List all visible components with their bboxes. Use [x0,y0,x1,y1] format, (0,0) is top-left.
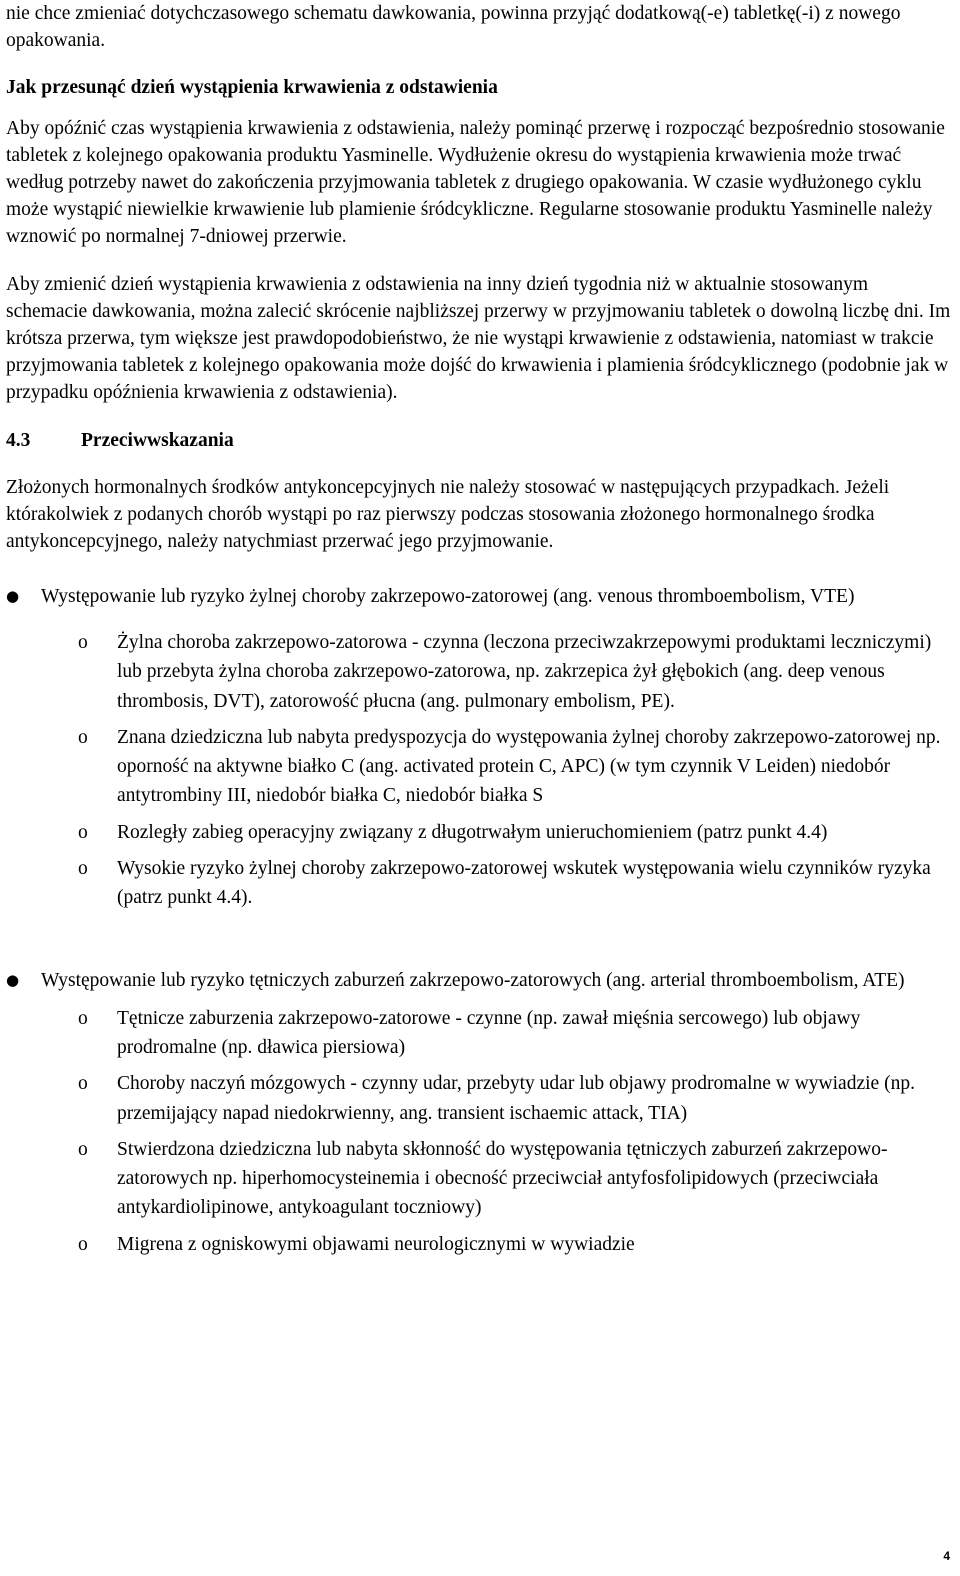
sub-bullet-icon: o [78,632,88,653]
sub-item-text: Rozległy zabieg operacyjny związany z długotrwałym unieruchomieniem (patrz punkt 4.4) [117,821,828,843]
page-number: 4 [943,1549,950,1563]
sub-bullet-icon: o [78,726,88,748]
bullet-text: Występowanie lub ryzyko tętniczych zaburzeń zakrzepowo-zatorowych (ang. arterial thromboembolism, ATE) [41,969,905,991]
paragraph-change-day: Aby zmienić dzień wystąpienia krwawienia z odstawienia na inny dzień tygodnia niż w aktualnie stosowanym schemacie dawkowania, można zalecić skrócenie najbliższej przerwy w przyjmowaniu tabletek o dowolną liczbę dni. Im krótsza przerwa, tym większe jest prawdopodobieństwo, że nie wystąpi krwawienie z odstawienia, natomiast w trakcie przyjmowania tabletek z kolejnego opakowania może dojść do krwawienia i plamienia śródcyklicznego (podobnie jak w przypadku opóźnienia krwawienia z odstawienia). [6,274,951,403]
sub-bullet-icon: o [78,1007,88,1029]
sub-bullet-icon: o [78,1138,88,1160]
heading-bleed-shift: Jak przesunąć dzień wystąpienia krwawienia z odstawienia [6,77,498,98]
bullet-icon: ● [6,587,20,605]
sub-item-text: Wysokie ryzyko żylnej choroby zakrzepowo-zatorowej wskutek występowania wielu czynników ryzyka (patrz punkt 4.4). [117,858,931,909]
sub-item-text: Migrena z ogniskowymi objawami neurologicznymi w wywiadzie [117,1233,635,1255]
sub-bullet-icon: o [78,1233,88,1255]
sub-item [41,1004,951,1063]
sub-item-text: Znana dziedziczna lub nabyta predyspozycja do występowania żylnej choroby zakrzepowo-zatorowej np. oporność na aktywne białko C (ang. activated protein C, APC) (w tym czynnik V Leiden) niedobór antytrombiny III, niedobór białka C, niedobór białka S [117,726,941,807]
section-title: Przeciwwskazania [81,430,234,451]
paragraph-contraindications: Złożonych hormonalnych środków antykoncepcyjnych nie należy stosować w następujących przypadkach. Jeżeli którakolwiek z podanych chorób wystąpi po raz pierwszy podczas stosowania złożonego hormonalnego środka antykoncepcyjnego, należy natychmiast przerwać jego przyjmowanie. [6,477,890,552]
section-number: 4.3 [6,430,31,451]
sub-item [41,1135,951,1223]
sub-bullet-icon: o [78,821,88,843]
sub-item-text: Choroby naczyń mózgowych - czynny udar, przebyty udar lub objawy prodromalne w wywiadzie (np. przemijający napad niedokrwienny, ang. transient ischaemic attack, TIA) [117,1073,915,1124]
paragraph-delay-bleeding: Aby opóźnić czas wystąpienia krwawienia z odstawienia, należy pominąć przerwę i rozpocząć bezpośrednio stosowanie tabletek z kolejnego opakowania produktu Yasminelle. Wydłużenie okresu do wystąpienia krwawienia może trwać według potrzeby nawet do zakończenia przyjmowania tabletek z drugiego opakowania. W czasie wydłużonego cyklu może wystąpić niewielkie krwawienie lub plamienie śródcykliczne. Regularne stosowanie produktu Yasminelle należy wznowić po normalnej 7-dniowej przerwie. [6,118,945,247]
bullet-text: Występowanie lub ryzyko żylnej choroby zakrzepowo-zatorowej (ang. venous thromboembolism, VTE) [41,586,855,607]
sub-item [41,1069,951,1128]
sub-item [41,628,951,716]
intro-paragraph: nie chce zmieniać dotychczasowego schematu dawkowania, powinna przyjąć dodatkową(-e) tabletkę(-i) z nowego opakowania. [6,3,901,51]
sub-item [41,818,951,847]
sub-item [41,723,951,811]
sub-item [41,854,951,913]
sub-item [41,1230,951,1259]
sub-item-text: Stwierdzona dziedziczna lub nabyta skłonność do występowania tętniczych zaburzeń zakrzepowo-zatorowych np. hiperhomocysteinemia i obecność przeciwciał antyfosfolipidowych (przeciwciała antykardiolipinowe, antykoagulant toczniowy) [117,1138,888,1219]
sub-bullet-icon: o [78,1073,88,1095]
list-item [6,967,951,1259]
sub-list [41,628,951,913]
bullet-list [6,583,951,1259]
sub-bullet-icon: o [78,858,88,880]
sub-item-text: Żylna choroba zakrzepowo-zatorowa - czynna (leczona przeciwzakrzepowymi produktami leczniczymi) lub przebyta żylna choroba zakrzepowo-zatorowa, np. zakrzepica żył głębokich (ang. deep venous thrombosis, DVT), zatorowość płucna (ang. pulmonary embolism, PE). [117,632,932,712]
document-page [6,0,951,1259]
sub-item-text: Tętnicze zaburzenia zakrzepowo-zatorowe - czynne (np. zawał mięśnia sercowego) lub objawy prodromalne (np. dławica piersiowa) [117,1007,861,1058]
section-heading [6,427,951,454]
list-item [6,583,951,913]
bullet-icon: ● [6,970,20,989]
sub-list [41,1004,951,1259]
